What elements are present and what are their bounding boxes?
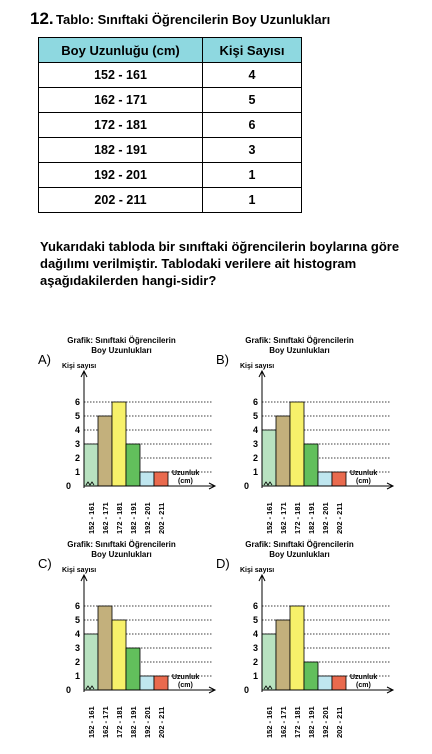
option-a[interactable] [38, 336, 238, 536]
table-row [39, 138, 302, 163]
histogram-bar [318, 676, 332, 690]
y-tick-label: 5 [253, 411, 259, 421]
y-tick-label: 1 [75, 671, 81, 681]
x-tick-label: 162 - 171 [101, 502, 110, 534]
count-cell: 1 [203, 163, 302, 188]
histogram-bar [262, 430, 276, 486]
y-tick-label: 6 [75, 397, 81, 407]
count-cell: 1 [203, 188, 302, 213]
x-tick-label: 182 - 191 [129, 502, 138, 534]
height-range-cell: 152 - 161 [39, 63, 203, 88]
count-cell: 4 [203, 63, 302, 88]
x-axis-label: (cm) [356, 682, 371, 689]
option-d[interactable] [216, 540, 416, 740]
histogram-bar [304, 444, 318, 486]
table-row [39, 163, 302, 188]
y-tick-label: 1 [253, 467, 259, 477]
y-tick-label: 0 [244, 685, 250, 695]
x-axis-label: Uzunluk [350, 470, 378, 477]
x-tick-label: 162 - 171 [279, 706, 288, 738]
table-row [39, 63, 302, 88]
x-tick-label: 182 - 191 [307, 502, 316, 534]
histogram-bar [304, 662, 318, 690]
height-range-cell: 202 - 211 [39, 188, 203, 213]
x-tick-label: 152 - 161 [265, 502, 274, 534]
x-tick-label: 152 - 161 [265, 706, 274, 738]
y-tick-label: 1 [253, 671, 259, 681]
x-tick-label: 152 - 161 [87, 502, 96, 534]
chart-title: Grafik: Sınıftaki Öğrencilerin Boy Uzunlukları [245, 540, 354, 559]
y-tick-label: 0 [66, 481, 72, 491]
height-range-cell: 182 - 191 [39, 138, 203, 163]
y-tick-label: 4 [253, 629, 259, 639]
y-tick-label: 6 [253, 601, 259, 611]
y-tick-label: 0 [244, 481, 250, 491]
histogram-bar [276, 620, 290, 690]
height-range-cell: 192 - 201 [39, 163, 203, 188]
x-axis-label: (cm) [356, 478, 371, 485]
x-axis-label: Uzunluk [172, 470, 200, 477]
x-tick-label: 202 - 211 [335, 502, 344, 534]
option-b[interactable] [216, 336, 416, 536]
y-tick-label: 1 [75, 467, 81, 477]
column-header-count: Kişi Sayısı [203, 38, 302, 63]
histogram-bar [84, 444, 98, 486]
distribution-table [38, 37, 302, 213]
histogram-bar [318, 472, 332, 486]
histogram-chart [38, 336, 238, 536]
x-axis-label: Uzunluk [350, 674, 378, 681]
histogram-bar [332, 472, 346, 486]
y-tick-label: 3 [253, 439, 259, 449]
y-tick-label: 5 [253, 615, 259, 625]
x-tick-label: 182 - 191 [307, 706, 316, 738]
y-tick-label: 0 [66, 685, 72, 695]
y-tick-label: 5 [75, 411, 81, 421]
table-row [39, 113, 302, 138]
y-tick-label: 3 [253, 643, 259, 653]
table-row [39, 88, 302, 113]
y-tick-label: 4 [75, 425, 81, 435]
height-range-cell: 172 - 181 [39, 113, 203, 138]
histogram-bar [154, 472, 168, 486]
x-tick-label: 152 - 161 [87, 706, 96, 738]
y-tick-label: 2 [75, 657, 81, 667]
y-tick-label: 2 [253, 453, 259, 463]
x-tick-label: 172 - 181 [293, 706, 302, 738]
y-tick-label: 3 [75, 643, 81, 653]
y-tick-label: 3 [75, 439, 81, 449]
count-cell: 3 [203, 138, 302, 163]
histogram-bar [262, 634, 276, 690]
histogram-bar [140, 472, 154, 486]
histogram-bar [126, 444, 140, 486]
histogram-bar [290, 606, 304, 690]
x-tick-label: 182 - 191 [129, 706, 138, 738]
y-tick-label: 2 [253, 657, 259, 667]
table-header-row [39, 38, 302, 63]
histogram-chart [216, 336, 416, 536]
x-tick-label: 192 - 201 [321, 502, 330, 534]
x-tick-label: 202 - 211 [157, 502, 166, 534]
histogram-bar [84, 634, 98, 690]
histogram-bar [140, 676, 154, 690]
height-range-cell: 162 - 171 [39, 88, 203, 113]
histogram-chart [216, 540, 416, 740]
x-axis-label: (cm) [178, 682, 193, 689]
chart-title: Grafik: Sınıftaki Öğrencilerin Boy Uzunlukları [245, 336, 354, 355]
x-tick-label: 202 - 211 [157, 706, 166, 738]
chart-title: Grafik: Sınıftaki Öğrencilerin Boy Uzunlukları [67, 540, 176, 559]
x-tick-label: 162 - 171 [101, 706, 110, 738]
y-tick-label: 4 [75, 629, 81, 639]
option-letter: D) [216, 556, 230, 571]
x-tick-label: 192 - 201 [143, 502, 152, 534]
question-prompt: Yukarıdaki tabloda bir sınıftaki öğrencilerin boylarına göre dağılımı verilmiştir. Tablodaki verilere ait histogram aşağıdakilerden hangi-sidir? [40, 239, 400, 288]
y-axis-label: Kişi sayısı [240, 363, 275, 370]
table-row [39, 188, 302, 213]
chart-title: Grafik: Sınıftaki Öğrencilerin Boy Uzunlukları [67, 336, 176, 355]
column-header-height: Boy Uzunluğu (cm) [39, 38, 203, 63]
y-tick-label: 4 [253, 425, 259, 435]
table-title: Tablo: Sınıftaki Öğrencilerin Boy Uzunlukları [56, 12, 331, 27]
histogram-bar [126, 648, 140, 690]
histogram-bar [98, 606, 112, 690]
x-tick-label: 202 - 211 [335, 706, 344, 738]
option-letter: B) [216, 352, 229, 367]
x-axis-label: Uzunluk [172, 674, 200, 681]
histogram-bar [290, 402, 304, 486]
histogram-bar [98, 416, 112, 486]
histogram-bar [112, 402, 126, 486]
histogram-bar [276, 416, 290, 486]
count-cell: 6 [203, 113, 302, 138]
y-axis-label: Kişi sayısı [62, 363, 97, 370]
option-letter: C) [38, 556, 52, 571]
question-number: 12. [30, 9, 54, 28]
y-tick-label: 2 [75, 453, 81, 463]
y-axis-label: Kişi sayısı [62, 567, 97, 574]
y-tick-label: 6 [253, 397, 259, 407]
x-tick-label: 162 - 171 [279, 502, 288, 534]
x-axis-label: (cm) [178, 478, 193, 485]
count-cell: 5 [203, 88, 302, 113]
histogram-chart [38, 540, 238, 740]
x-tick-label: 192 - 201 [143, 706, 152, 738]
option-letter: A) [38, 352, 51, 367]
x-tick-label: 172 - 181 [293, 502, 302, 534]
y-tick-label: 6 [75, 601, 81, 611]
option-c[interactable] [38, 540, 238, 740]
x-tick-label: 172 - 181 [115, 502, 124, 534]
y-tick-label: 5 [75, 615, 81, 625]
histogram-bar [154, 676, 168, 690]
x-tick-label: 192 - 201 [321, 706, 330, 738]
histogram-bar [332, 676, 346, 690]
x-tick-label: 172 - 181 [115, 706, 124, 738]
histogram-bar [112, 620, 126, 690]
y-axis-label: Kişi sayısı [240, 567, 275, 574]
